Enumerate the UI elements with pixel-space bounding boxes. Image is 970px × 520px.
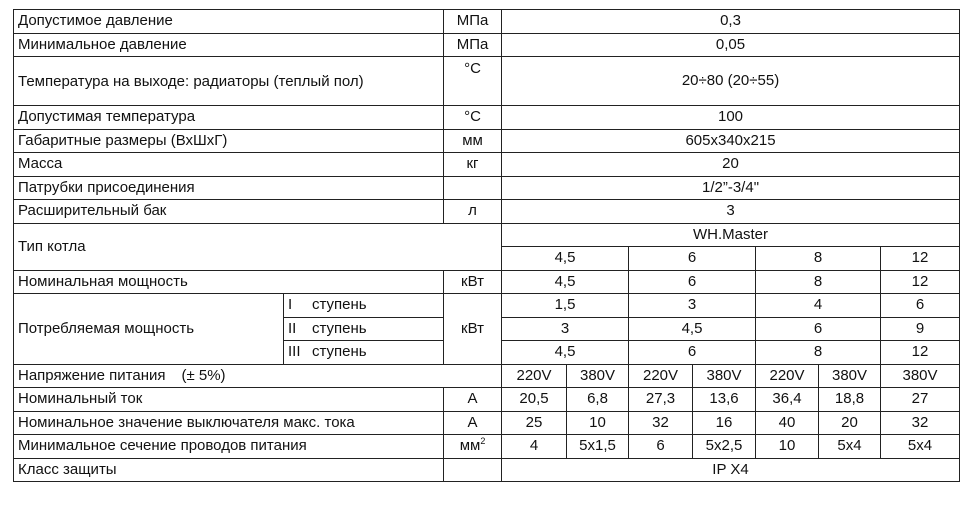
value-cell: 3 (502, 200, 960, 224)
param-label: Допустимая температура (14, 106, 444, 130)
row-wire (14, 435, 960, 459)
param-label: Номинальный ток (14, 388, 444, 412)
unit-text: мм (459, 437, 481, 455)
unit-cell (444, 458, 502, 482)
unit-cell: А (444, 411, 502, 435)
row-boiler-type-brand (14, 223, 960, 247)
unit-cell: А (444, 388, 502, 412)
value-cell: 12 (881, 270, 960, 294)
unit-cell: кг (444, 153, 502, 177)
value-cell: 6,8 (567, 388, 629, 412)
row-nominal-power (14, 270, 960, 294)
value-cell: 32 (881, 411, 960, 435)
stage-number: II (288, 319, 297, 337)
value-cell: 0,3 (502, 10, 960, 34)
value-cell: 380V (567, 364, 629, 388)
value-cell: 8 (756, 341, 881, 365)
value-cell: 6 (629, 270, 756, 294)
value-cell: 220V (756, 364, 819, 388)
param-label: Тип котла (14, 223, 502, 270)
row-temp-max (14, 106, 960, 130)
value-cell: 380V (693, 364, 756, 388)
value-cell: 27,3 (629, 388, 693, 412)
value-cell: IP X4 (502, 458, 960, 482)
unit-cell (444, 435, 502, 459)
value-cell: 5x4 (881, 435, 960, 459)
value-cell: 3 (502, 317, 629, 341)
value-cell: 8 (756, 270, 881, 294)
voltage-label: Напряжение питания (18, 366, 166, 384)
value-cell: 4 (756, 294, 881, 318)
value-cell: 6 (756, 317, 881, 341)
row-current (14, 388, 960, 412)
spec-table (13, 9, 960, 482)
value-cell: 4,5 (502, 270, 629, 294)
stage-number: III (288, 343, 301, 361)
value-cell: 0,05 (502, 33, 960, 57)
stage-label (284, 294, 444, 318)
value-cell: 20 (819, 411, 881, 435)
model-cell: 12 (881, 247, 960, 271)
unit-cell: °С (444, 106, 502, 130)
value-cell: 220V (502, 364, 567, 388)
param-label: Минимальное давление (14, 33, 444, 57)
param-label: Температура на выходе: радиаторы (теплый пол) (14, 57, 444, 106)
unit-cell: л (444, 200, 502, 224)
row-voltage (14, 364, 960, 388)
stage-word: ступень (312, 343, 367, 361)
value-cell: 10 (756, 435, 819, 459)
row-dimensions (14, 129, 960, 153)
value-cell: 605x340x215 (502, 129, 960, 153)
stage-number: I (288, 296, 293, 314)
unit-cell: МПа (444, 10, 502, 34)
param-label: Минимальное сечение проводов питания (14, 435, 444, 459)
value-cell: 12 (881, 341, 960, 365)
model-cell: 6 (629, 247, 756, 271)
brand-cell: WH.Master (502, 223, 960, 247)
model-cell: 8 (756, 247, 881, 271)
value-cell: 4,5 (502, 341, 629, 365)
row-pressure-max (14, 10, 960, 34)
param-label: Габаритные размеры (ВхШхГ) (14, 129, 444, 153)
stage-word: ступень (312, 296, 367, 314)
value-cell: 25 (502, 411, 567, 435)
value-cell: 18,8 (819, 388, 881, 412)
value-cell: 16 (693, 411, 756, 435)
row-consumed-stage-1 (14, 294, 960, 318)
value-cell: 20,5 (502, 388, 567, 412)
value-cell: 5x1,5 (567, 435, 629, 459)
unit-superscript: 2 (480, 436, 486, 447)
value-cell: 100 (502, 106, 960, 130)
row-breaker (14, 411, 960, 435)
value-cell: 5x2,5 (693, 435, 756, 459)
param-label: Номинальная мощность (14, 270, 444, 294)
param-label: Класс защиты (14, 458, 444, 482)
param-label: Потребляемая мощность (14, 294, 284, 365)
unit-cell: мм (444, 129, 502, 153)
value-cell: 1/2”-3/4" (502, 176, 960, 200)
param-label: Расширительный бак (14, 200, 444, 224)
unit-cell: кВт (444, 294, 502, 365)
unit-cell (444, 176, 502, 200)
value-cell: 220V (629, 364, 693, 388)
value-cell: 6 (629, 341, 756, 365)
param-label: Номинальное значение выключателя макс. тока (14, 411, 444, 435)
value-cell: 20÷80 (20÷55) (502, 57, 960, 106)
value-cell: 20 (502, 153, 960, 177)
unit-cell: °С (444, 57, 502, 106)
value-cell: 5x4 (819, 435, 881, 459)
value-cell: 4 (502, 435, 567, 459)
model-cell: 4,5 (502, 247, 629, 271)
stage-label (284, 341, 444, 365)
value-cell: 380V (819, 364, 881, 388)
row-tank (14, 200, 960, 224)
unit-cell: кВт (444, 270, 502, 294)
value-cell: 380V (881, 364, 960, 388)
value-cell: 4,5 (629, 317, 756, 341)
value-cell: 1,5 (502, 294, 629, 318)
row-protection (14, 458, 960, 482)
value-cell: 32 (629, 411, 693, 435)
value-cell: 6 (881, 294, 960, 318)
voltage-tolerance: (± 5%) (181, 366, 226, 384)
value-cell: 6 (629, 435, 693, 459)
stage-label (284, 317, 444, 341)
param-label: Патрубки присоединения (14, 176, 444, 200)
value-cell: 3 (629, 294, 756, 318)
row-outlet-temp (14, 57, 960, 106)
value-cell: 40 (756, 411, 819, 435)
row-fittings (14, 176, 960, 200)
row-pressure-min (14, 33, 960, 57)
param-label: Допустимое давление (14, 10, 444, 34)
value-cell: 9 (881, 317, 960, 341)
stage-word: ступень (312, 319, 367, 337)
value-cell: 36,4 (756, 388, 819, 412)
param-label: Масса (14, 153, 444, 177)
row-mass (14, 153, 960, 177)
value-cell: 10 (567, 411, 629, 435)
value-cell: 13,6 (693, 388, 756, 412)
unit-cell: МПа (444, 33, 502, 57)
value-cell: 27 (881, 388, 960, 412)
param-label (14, 364, 502, 388)
